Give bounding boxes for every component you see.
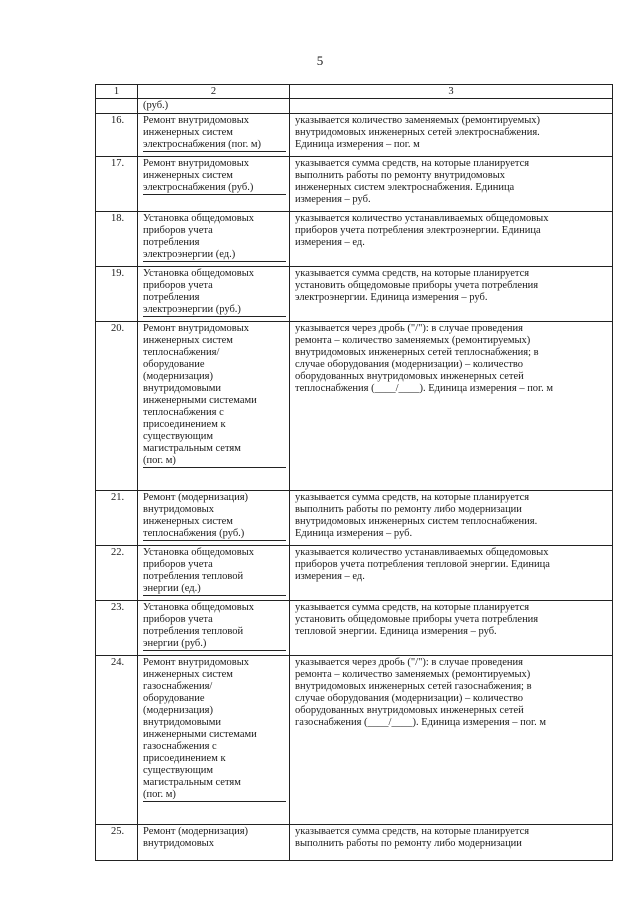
name-line: магистральным сетям bbox=[143, 777, 241, 788]
row-name-cell bbox=[138, 491, 290, 546]
name-line: электроснабжения (пог. м) bbox=[143, 139, 286, 152]
name-line: газоснабжения с bbox=[143, 741, 217, 752]
name-line: инженерных систем bbox=[143, 669, 233, 680]
row-description-cell bbox=[290, 267, 613, 322]
row-description-cell bbox=[290, 212, 613, 267]
page-number: 5 bbox=[316, 53, 324, 68]
row-number-cell: 19. bbox=[96, 267, 138, 322]
description-line: указывается через дробь ("/"): в случае проведения bbox=[295, 323, 523, 334]
description-line: выполнить работы по ремонту внутридомовых bbox=[295, 170, 506, 181]
name-line: Ремонт (модернизация) bbox=[143, 492, 249, 503]
name-line: электроэнергии (руб.) bbox=[143, 304, 286, 317]
name-line: (пог. м) bbox=[143, 789, 286, 802]
row-description-cell bbox=[290, 114, 613, 157]
row-number-cell: 16. bbox=[96, 114, 138, 157]
description-line: случае оборудования (модернизации) – количество bbox=[295, 693, 524, 704]
row-number-cell bbox=[96, 99, 138, 114]
description-line: Единица измерения – пог. м bbox=[295, 139, 420, 150]
name-line: внутридомовыми bbox=[143, 383, 221, 394]
name-line: инженерными системами bbox=[143, 395, 257, 406]
name-line: приборов учета bbox=[143, 225, 213, 236]
table-row bbox=[96, 656, 613, 825]
name-line: оборудование bbox=[143, 359, 205, 370]
name-line: (модернизация) bbox=[143, 705, 213, 716]
name-line: присоединением к bbox=[143, 419, 226, 430]
description-line: электроэнергии. Единица измерения – руб. bbox=[295, 292, 488, 303]
name-line: существующим bbox=[143, 431, 214, 442]
description-line: указывается количество устанавливаемых общедомовых bbox=[295, 213, 549, 224]
description-line: внутридомовых инженерных систем теплоснабжения. bbox=[295, 516, 538, 527]
row-number-cell: 23. bbox=[96, 601, 138, 656]
name-line: Установка общедомовых bbox=[143, 547, 255, 558]
description-line: указывается сумма средств, на которые планируется bbox=[295, 826, 530, 837]
row-name-cell bbox=[138, 322, 290, 491]
row-name-cell bbox=[138, 99, 290, 114]
row-name-cell bbox=[138, 601, 290, 656]
description-line: измерения – ед. bbox=[295, 237, 365, 248]
name-line: теплоснабжения/ bbox=[143, 347, 220, 358]
table-row bbox=[96, 114, 613, 157]
description-line: ремонта – количество заменяемых (ремонтируемых) bbox=[295, 335, 531, 346]
table-header-row bbox=[96, 85, 613, 99]
description-line: приборов учета потребления тепловой энергии. Единица bbox=[295, 559, 550, 570]
description-line: внутридомовых инженерных сетей теплоснабжения; в bbox=[295, 347, 539, 358]
description-line: указывается сумма средств, на которые планируется bbox=[295, 158, 530, 169]
name-line: (пог. м) bbox=[143, 455, 286, 468]
description-line: внутридомовых инженерных сетей газоснабжения; в bbox=[295, 681, 532, 692]
table-row bbox=[96, 546, 613, 601]
name-line: внутридомовых bbox=[143, 838, 214, 849]
name-line: приборов учета bbox=[143, 559, 213, 570]
continuation-text: (руб.) bbox=[143, 100, 169, 111]
description-line: случае оборудования (модернизации) – количество bbox=[295, 359, 524, 370]
description-line: указывается количество устанавливаемых общедомовых bbox=[295, 547, 549, 558]
description-line: указывается количество заменяемых (ремонтируемых) bbox=[295, 115, 541, 126]
row-description-cell bbox=[290, 99, 613, 114]
name-line: Установка общедомовых bbox=[143, 268, 255, 279]
row-name-cell bbox=[138, 267, 290, 322]
description-line: измерения – руб. bbox=[295, 194, 371, 205]
row-number-cell: 22. bbox=[96, 546, 138, 601]
table-row bbox=[96, 601, 613, 656]
name-line: Ремонт внутридомовых bbox=[143, 158, 250, 169]
table-body bbox=[96, 99, 613, 861]
name-line: внутридомовых bbox=[143, 504, 214, 515]
name-line: потребления bbox=[143, 237, 200, 248]
row-description-cell bbox=[290, 825, 613, 861]
row-description-cell bbox=[290, 491, 613, 546]
name-line: существующим bbox=[143, 765, 214, 776]
indicator-table bbox=[95, 84, 613, 861]
row-description-cell bbox=[290, 157, 613, 212]
row-number-cell: 24. bbox=[96, 656, 138, 825]
description-line: инженерных систем электроснабжения. Единица bbox=[295, 182, 515, 193]
name-line: электроэнергии (ед.) bbox=[143, 249, 286, 262]
table-row bbox=[96, 491, 613, 546]
name-line: теплоснабжения с bbox=[143, 407, 224, 418]
name-line: потребления bbox=[143, 292, 200, 303]
row-description-cell bbox=[290, 601, 613, 656]
name-line: присоединением к bbox=[143, 753, 226, 764]
name-line: энергии (руб.) bbox=[143, 638, 286, 651]
name-line: приборов учета bbox=[143, 614, 213, 625]
description-line: выполнить работы по ремонту либо модернизации bbox=[295, 504, 522, 515]
description-line: Единица измерения – руб. bbox=[295, 528, 413, 539]
name-line: газоснабжения/ bbox=[143, 681, 213, 692]
name-line: инженерными системами bbox=[143, 729, 257, 740]
description-line: газоснабжения (____/____). Единица измерения – пог. м bbox=[295, 717, 547, 728]
description-line: установить общедомовые приборы учета потребления bbox=[295, 280, 539, 291]
description-line: оборудованных внутридомовых инженерных сетей bbox=[295, 705, 524, 716]
description-line: теплоснабжения (____/____). Единица измерения – пог. м bbox=[295, 383, 554, 394]
table-row bbox=[96, 825, 613, 861]
row-description-cell bbox=[290, 546, 613, 601]
description-line: тепловой энергии. Единица измерения – руб. bbox=[295, 626, 497, 637]
column-header-3: 3 bbox=[290, 85, 613, 99]
description-line: измерения – ед. bbox=[295, 571, 365, 582]
row-number-cell: 25. bbox=[96, 825, 138, 861]
name-line: магистральным сетям bbox=[143, 443, 241, 454]
name-line: (модернизация) bbox=[143, 371, 213, 382]
name-line: потребления тепловой bbox=[143, 571, 244, 582]
row-name-cell bbox=[138, 114, 290, 157]
name-line: Ремонт (модернизация) bbox=[143, 826, 249, 837]
name-line: потребления тепловой bbox=[143, 626, 244, 637]
description-line: ремонта – количество заменяемых (ремонтируемых) bbox=[295, 669, 531, 680]
row-name-cell bbox=[138, 546, 290, 601]
name-line: Установка общедомовых bbox=[143, 602, 255, 613]
row-number-cell: 21. bbox=[96, 491, 138, 546]
row-name-cell bbox=[138, 656, 290, 825]
name-line: энергии (ед.) bbox=[143, 583, 286, 596]
name-line: Ремонт внутридомовых bbox=[143, 657, 250, 668]
row-number-cell: 20. bbox=[96, 322, 138, 491]
name-line: теплоснабжения (руб.) bbox=[143, 528, 286, 541]
row-description-cell bbox=[290, 322, 613, 491]
description-line: приборов учета потребления электроэнергии. Единица bbox=[295, 225, 541, 236]
description-line: установить общедомовые приборы учета потребления bbox=[295, 614, 539, 625]
table-row bbox=[96, 99, 613, 114]
name-line: Ремонт внутридомовых bbox=[143, 115, 250, 126]
table-row bbox=[96, 157, 613, 212]
name-line: инженерных систем bbox=[143, 335, 233, 346]
name-line: электроснабжения (руб.) bbox=[143, 182, 286, 195]
column-header-1: 1 bbox=[96, 85, 138, 99]
column-header-2: 2 bbox=[138, 85, 290, 99]
description-line: указывается сумма средств, на которые планируется bbox=[295, 268, 530, 279]
row-name-cell bbox=[138, 212, 290, 267]
name-line: инженерных систем bbox=[143, 516, 233, 527]
row-name-cell bbox=[138, 825, 290, 861]
name-line: Ремонт внутридомовых bbox=[143, 323, 250, 334]
row-name-cell bbox=[138, 157, 290, 212]
name-line: приборов учета bbox=[143, 280, 213, 291]
row-number-cell: 17. bbox=[96, 157, 138, 212]
row-number-cell: 18. bbox=[96, 212, 138, 267]
name-line: оборудование bbox=[143, 693, 205, 704]
description-line: указывается через дробь ("/"): в случае проведения bbox=[295, 657, 523, 668]
name-line: инженерных систем bbox=[143, 170, 233, 181]
table-row bbox=[96, 267, 613, 322]
name-line: внутридомовыми bbox=[143, 717, 221, 728]
description-line: оборудованных внутридомовых инженерных сетей bbox=[295, 371, 524, 382]
table-row bbox=[96, 322, 613, 491]
table-row bbox=[96, 212, 613, 267]
description-line: выполнить работы по ремонту либо модернизации bbox=[295, 838, 522, 849]
description-line: указывается сумма средств, на которые планируется bbox=[295, 602, 530, 613]
description-line: указывается сумма средств, на которые планируется bbox=[295, 492, 530, 503]
description-line: внутридомовых инженерных сетей электроснабжения. bbox=[295, 127, 540, 138]
name-line: Установка общедомовых bbox=[143, 213, 255, 224]
name-line: инженерных систем bbox=[143, 127, 233, 138]
row-description-cell bbox=[290, 656, 613, 825]
